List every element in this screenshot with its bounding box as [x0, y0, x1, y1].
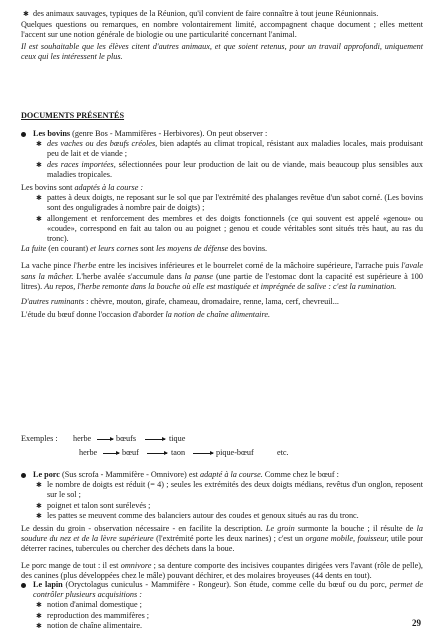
porc-item-2: ✱ poignet et talon sont surélevés ;: [36, 500, 151, 510]
chain2-item: pique-bœuf: [216, 448, 254, 457]
bovins-course-intro: Les bovins sont adaptés à la course :: [21, 183, 144, 193]
asterisk-icon: ✱: [36, 601, 42, 610]
food-chain-intro: L'étude du bœuf donne l'occasion d'aborder la notion de chaîne alimentaire.: [21, 310, 271, 320]
chain1-item: bœufs: [116, 434, 137, 443]
bovins-item-1: ✱ des vaches ou des bœufs créoles, bien adaptés au climat tropical, résistant aux maladies locales, mais produisant peu de lait et de viande ;: [36, 139, 423, 159]
asterisk-icon: ✱: [36, 160, 42, 169]
intro-list-item: ✱ des animaux sauvages, typiques de la Réunion, qu'il convient de faire connaître à tout jeune Réunionnais.: [23, 9, 379, 18]
chain2-item: herbe: [79, 448, 98, 457]
bullet-icon: [21, 473, 26, 478]
arrow-right-icon: [193, 453, 213, 454]
porc-groin-paragraph: Le dessin du groin - observation nécessaire - en facilite la description. Le groin surmonte la bouche ; il résulte de la soudure du nez et de la lèvre supérieure (l'extrémité porte les deux narines) ; c'est un organe mobile, fouisseur, utile pour déterrer racines, tubercules ou chercher des déchets dans la boue.: [21, 524, 423, 554]
chain1-item: tique: [169, 434, 186, 443]
intro-italic-paragraph: Il est souhaitable que les élèves citent d'autres animaux, et que soient retenus, pour un travail approfondi, uniquement ceux qui les intéressent le plus.: [21, 41, 423, 61]
bullet-icon: [21, 583, 26, 588]
page-number: 29: [412, 618, 421, 628]
other-ruminants-text: D'autres ruminants : chèvre, mouton, girafe, chameau, dromadaire, renne, lama, cerf, chevreuil...: [21, 297, 339, 307]
porc-heading: Le porc (Sus scrofa - Mammifère - Omnivore) est adapté à la course. Comme chez le bœuf :: [21, 470, 423, 480]
bovins-defense-text: La fuite (en courant) et leurs cornes sont les moyens de défense des bovins.: [21, 244, 268, 254]
bullet-icon: [21, 132, 26, 137]
examples-label: Exemples :: [21, 434, 58, 443]
chain2-item: taon: [171, 448, 186, 457]
bovins-course-item-1: ✱ pattes à deux doigts, ne reposant sur le sol que par l'extrémité des phalanges revêtue d'un sabot corné. (Les bovins sont des onguligrades à nombre pair de doigts) ;: [36, 193, 423, 213]
porc-item-3: ✱ les pattes se meuvent comme des balanciers autour des coudes et genoux situés au ras du tronc.: [36, 510, 359, 520]
porc-diet-paragraph: Le porc mange de tout : il est omnivore ; sa denture comporte des incisives coupantes dirigées vers l'avant (rôle de pelle), des canines (plus développées chez le mâle) pouvant déchirer, et des molaires broyeuses (44 dents en tout).: [21, 560, 423, 580]
asterisk-icon: ✱: [36, 511, 42, 520]
lapin-heading: Le lapin (Oryctolagus cuniculus - Mammifère - Rongeur). Son étude, comme celle du bœuf ou du porc, permet de contrôler plusieurs acquisitions :: [21, 580, 423, 600]
lapin-item-3: ✱ notion de chaîne alimentaire.: [36, 620, 143, 630]
intro-paragraph: Quelques questions ou remarques, en nombre volontairement limité, accompagnent chaque document ; elles mettent l'accent sur une notion générale de biologie ou une particularité concernant l'animal.: [21, 20, 423, 40]
asterisk-icon: ✱: [36, 140, 42, 149]
arrow-right-icon: [145, 439, 165, 440]
bovins-section: [21, 129, 423, 320]
asterisk-icon: ✱: [36, 481, 42, 490]
arrow-right-icon: [147, 453, 167, 454]
asterisk-icon: ✱: [36, 194, 42, 203]
chain1-item: herbe: [73, 434, 92, 443]
bovins-item-2: ✱ des races importées, sélectionnées pour leur production de lait ou de viande, mais beaucoup plus sensibles aux maladies tropicales.: [36, 159, 423, 179]
arrow-right-icon: [103, 453, 119, 454]
chain2-item: etc.: [277, 448, 289, 457]
chain2-item: bœuf: [122, 448, 139, 457]
porc-item-1: ✱ le nombre de doigts est réduit (= 4) ; seules les extrémités des deux doigts médians, revêtus d'un onglon, reposent sur le sol ;: [36, 480, 423, 500]
asterisk-icon: ✱: [36, 621, 42, 630]
bovins-heading: Les bovins (genre Bos - Mammifères - Herbivores). On peut observer :: [21, 129, 423, 139]
lapin-item-2: ✱ reproduction des mammifères ;: [36, 610, 150, 620]
bovins-rumination-paragraph: La vache pince l'herbe entre les incisives inférieures et le bourrelet corné de la mâchoire supérieure, l'arrache puis l'avale sans la mâcher. L'herbe avalée s'accumule dans la panse (une partie de l'estomac dont la capacité est supérieure à 100 litres). Au repos, l'herbe remonte dans la bouche où elle est mastiquée et imprégnée de salive : c'est la rumination.: [21, 261, 423, 291]
asterisk-icon: ✱: [36, 214, 42, 223]
asterisk-icon: ✱: [36, 501, 42, 510]
porc-section: [21, 470, 423, 581]
asterisk-icon: ✱: [23, 10, 29, 18]
documents-heading: DOCUMENTS PRÉSENTÉS: [21, 111, 125, 120]
arrow-right-icon: [97, 439, 113, 440]
food-chain-examples: [21, 434, 423, 460]
lapin-item-1: ✱ notion d'animal domestique ;: [36, 600, 142, 610]
bovins-course-item-2: ✱ allongement et renforcement des membres et des doigts fonctionnels (ce qui souvent est appelé «genou» ou «coude», correspond en fait au talon ou au poignet ; genou et coude véritables sont situés très haut, au ras du tronc).: [36, 213, 423, 244]
lapin-section: [21, 580, 423, 631]
asterisk-icon: ✱: [36, 611, 42, 620]
intro-section: [21, 9, 423, 62]
